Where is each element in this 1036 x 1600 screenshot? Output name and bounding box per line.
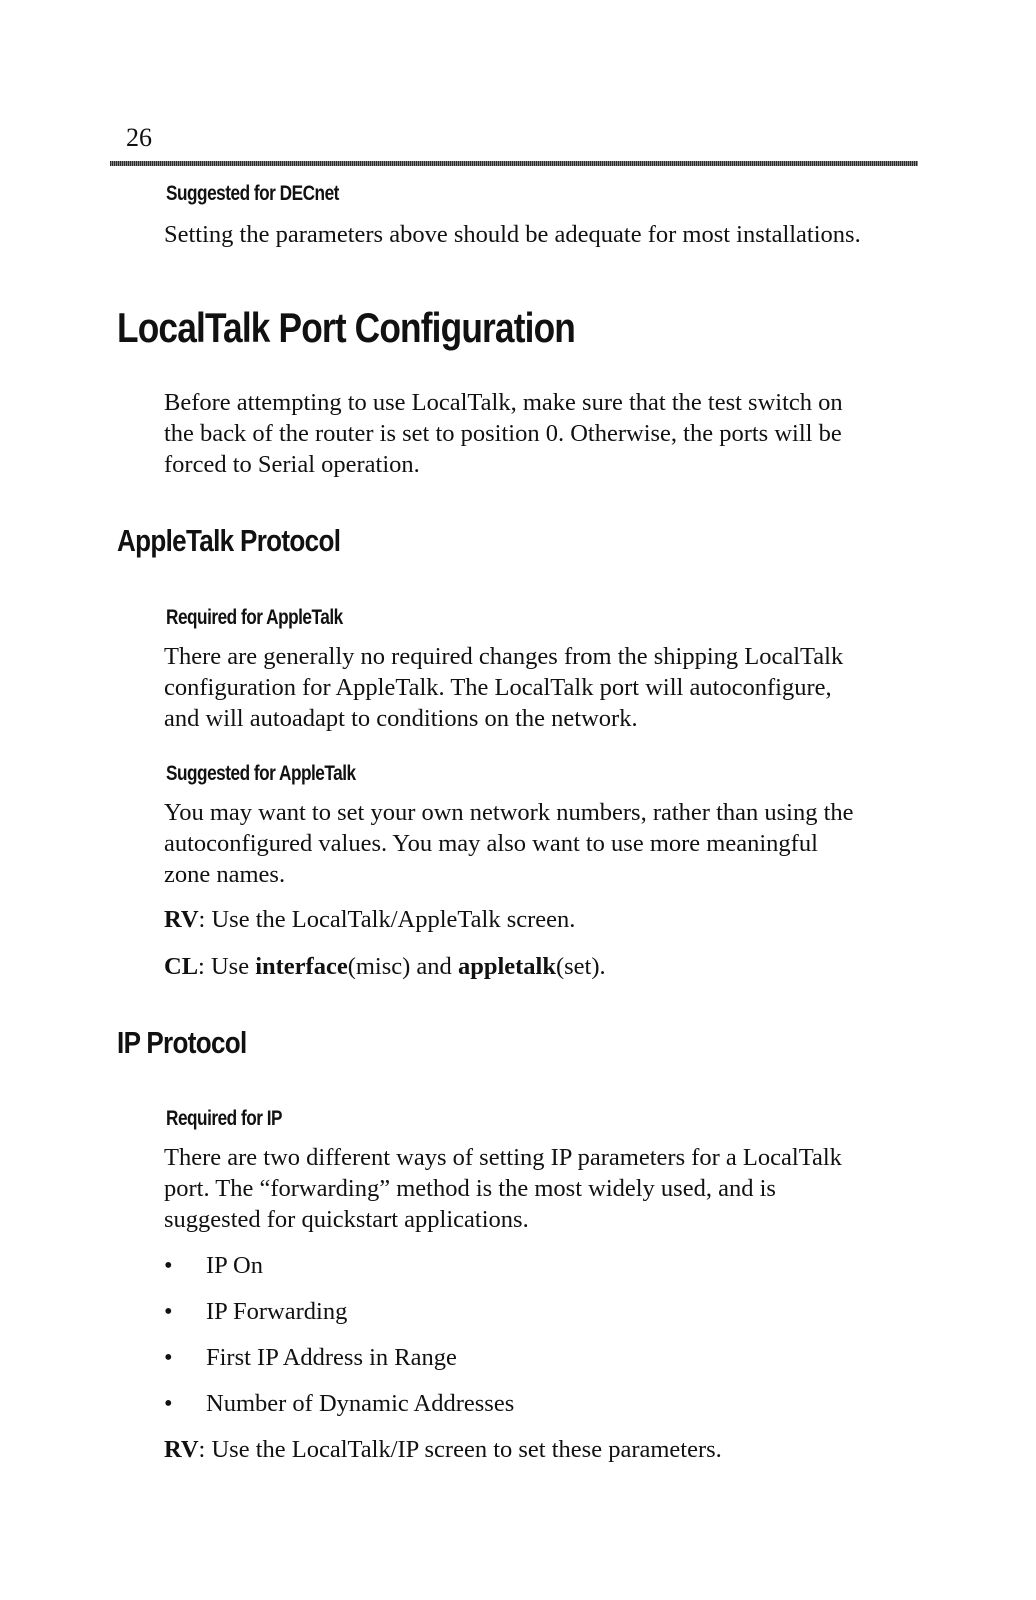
text-line: suggested for quickstart applications. [164,1206,529,1233]
rv-text: : Use the LocalTalk/IP screen to set these parameters. [198,1436,722,1463]
ip-title: IP Protocol [117,1025,247,1060]
ip-required-text [164,1142,924,1235]
text-line: Before attempting to use LocalTalk, make sure that the test switch on [164,389,843,416]
rv-label: RV [164,1436,199,1463]
list-item-text: IP On [206,1252,263,1279]
list-item [164,1342,457,1373]
appletalk-cl-instruction [164,951,606,982]
text-line: There are two different ways of setting IP parameters for a LocalTalk [164,1144,842,1171]
appletalk-required-heading: Required for AppleTalk [166,606,343,629]
rv-label: RV [164,906,199,933]
text-line: forced to Serial operation. [164,451,420,478]
list-item-text: Number of Dynamic Addresses [206,1390,515,1417]
text-line: port. The “forwarding” method is the most widely used, and is [164,1175,776,1202]
cl-label: CL [164,953,199,980]
bullet-icon: • [164,1298,173,1325]
list-item [164,1296,347,1327]
text-line: the back of the router is set to position 0. Otherwise, the ports will be [164,420,842,447]
list-item [164,1388,514,1419]
cl-command-interface: interface [255,953,348,980]
text-line: There are generally no required changes from the shipping LocalTalk [164,643,844,670]
text-line: configuration for AppleTalk. The LocalTalk port will autoconfigure, [164,674,832,701]
list-item-text: IP Forwarding [206,1298,348,1325]
appletalk-title: AppleTalk Protocol [117,523,341,558]
list-item [164,1250,263,1281]
decnet-suggested-heading: Suggested for DECnet [166,182,339,205]
cl-suffix: (set). [555,953,606,980]
rv-text: : Use the LocalTalk/AppleTalk screen. [198,906,576,933]
ip-required-heading: Required for IP [166,1107,283,1130]
header-rule [110,161,918,166]
localtalk-section-title: LocalTalk Port Configuration [117,304,575,351]
appletalk-suggested-text [164,797,924,890]
text-line: zone names. [164,861,286,888]
bullet-icon: • [164,1344,173,1371]
bullet-icon: • [164,1252,173,1279]
appletalk-required-text [164,641,924,734]
page-number: 26 [126,123,152,152]
decnet-suggested-text [164,219,924,250]
cl-command-appletalk: appletalk [457,953,556,980]
ip-rv-instruction [164,1434,722,1465]
text-line: autoconfigured values. You may also want to use more meaningful [164,830,818,857]
bullet-icon: • [164,1390,173,1417]
localtalk-intro [164,387,924,480]
appletalk-suggested-heading: Suggested for AppleTalk [166,762,356,785]
text-line: You may want to set your own network numbers, rather than using the [164,799,854,826]
cl-mid: (misc) and [347,953,458,980]
text-line: and will autoadapt to conditions on the network. [164,705,638,732]
list-item-text: First IP Address in Range [206,1344,457,1371]
text-line: Setting the parameters above should be adequate for most installations. [164,221,861,248]
cl-prefix: : Use [198,953,256,980]
appletalk-rv-instruction [164,904,575,935]
